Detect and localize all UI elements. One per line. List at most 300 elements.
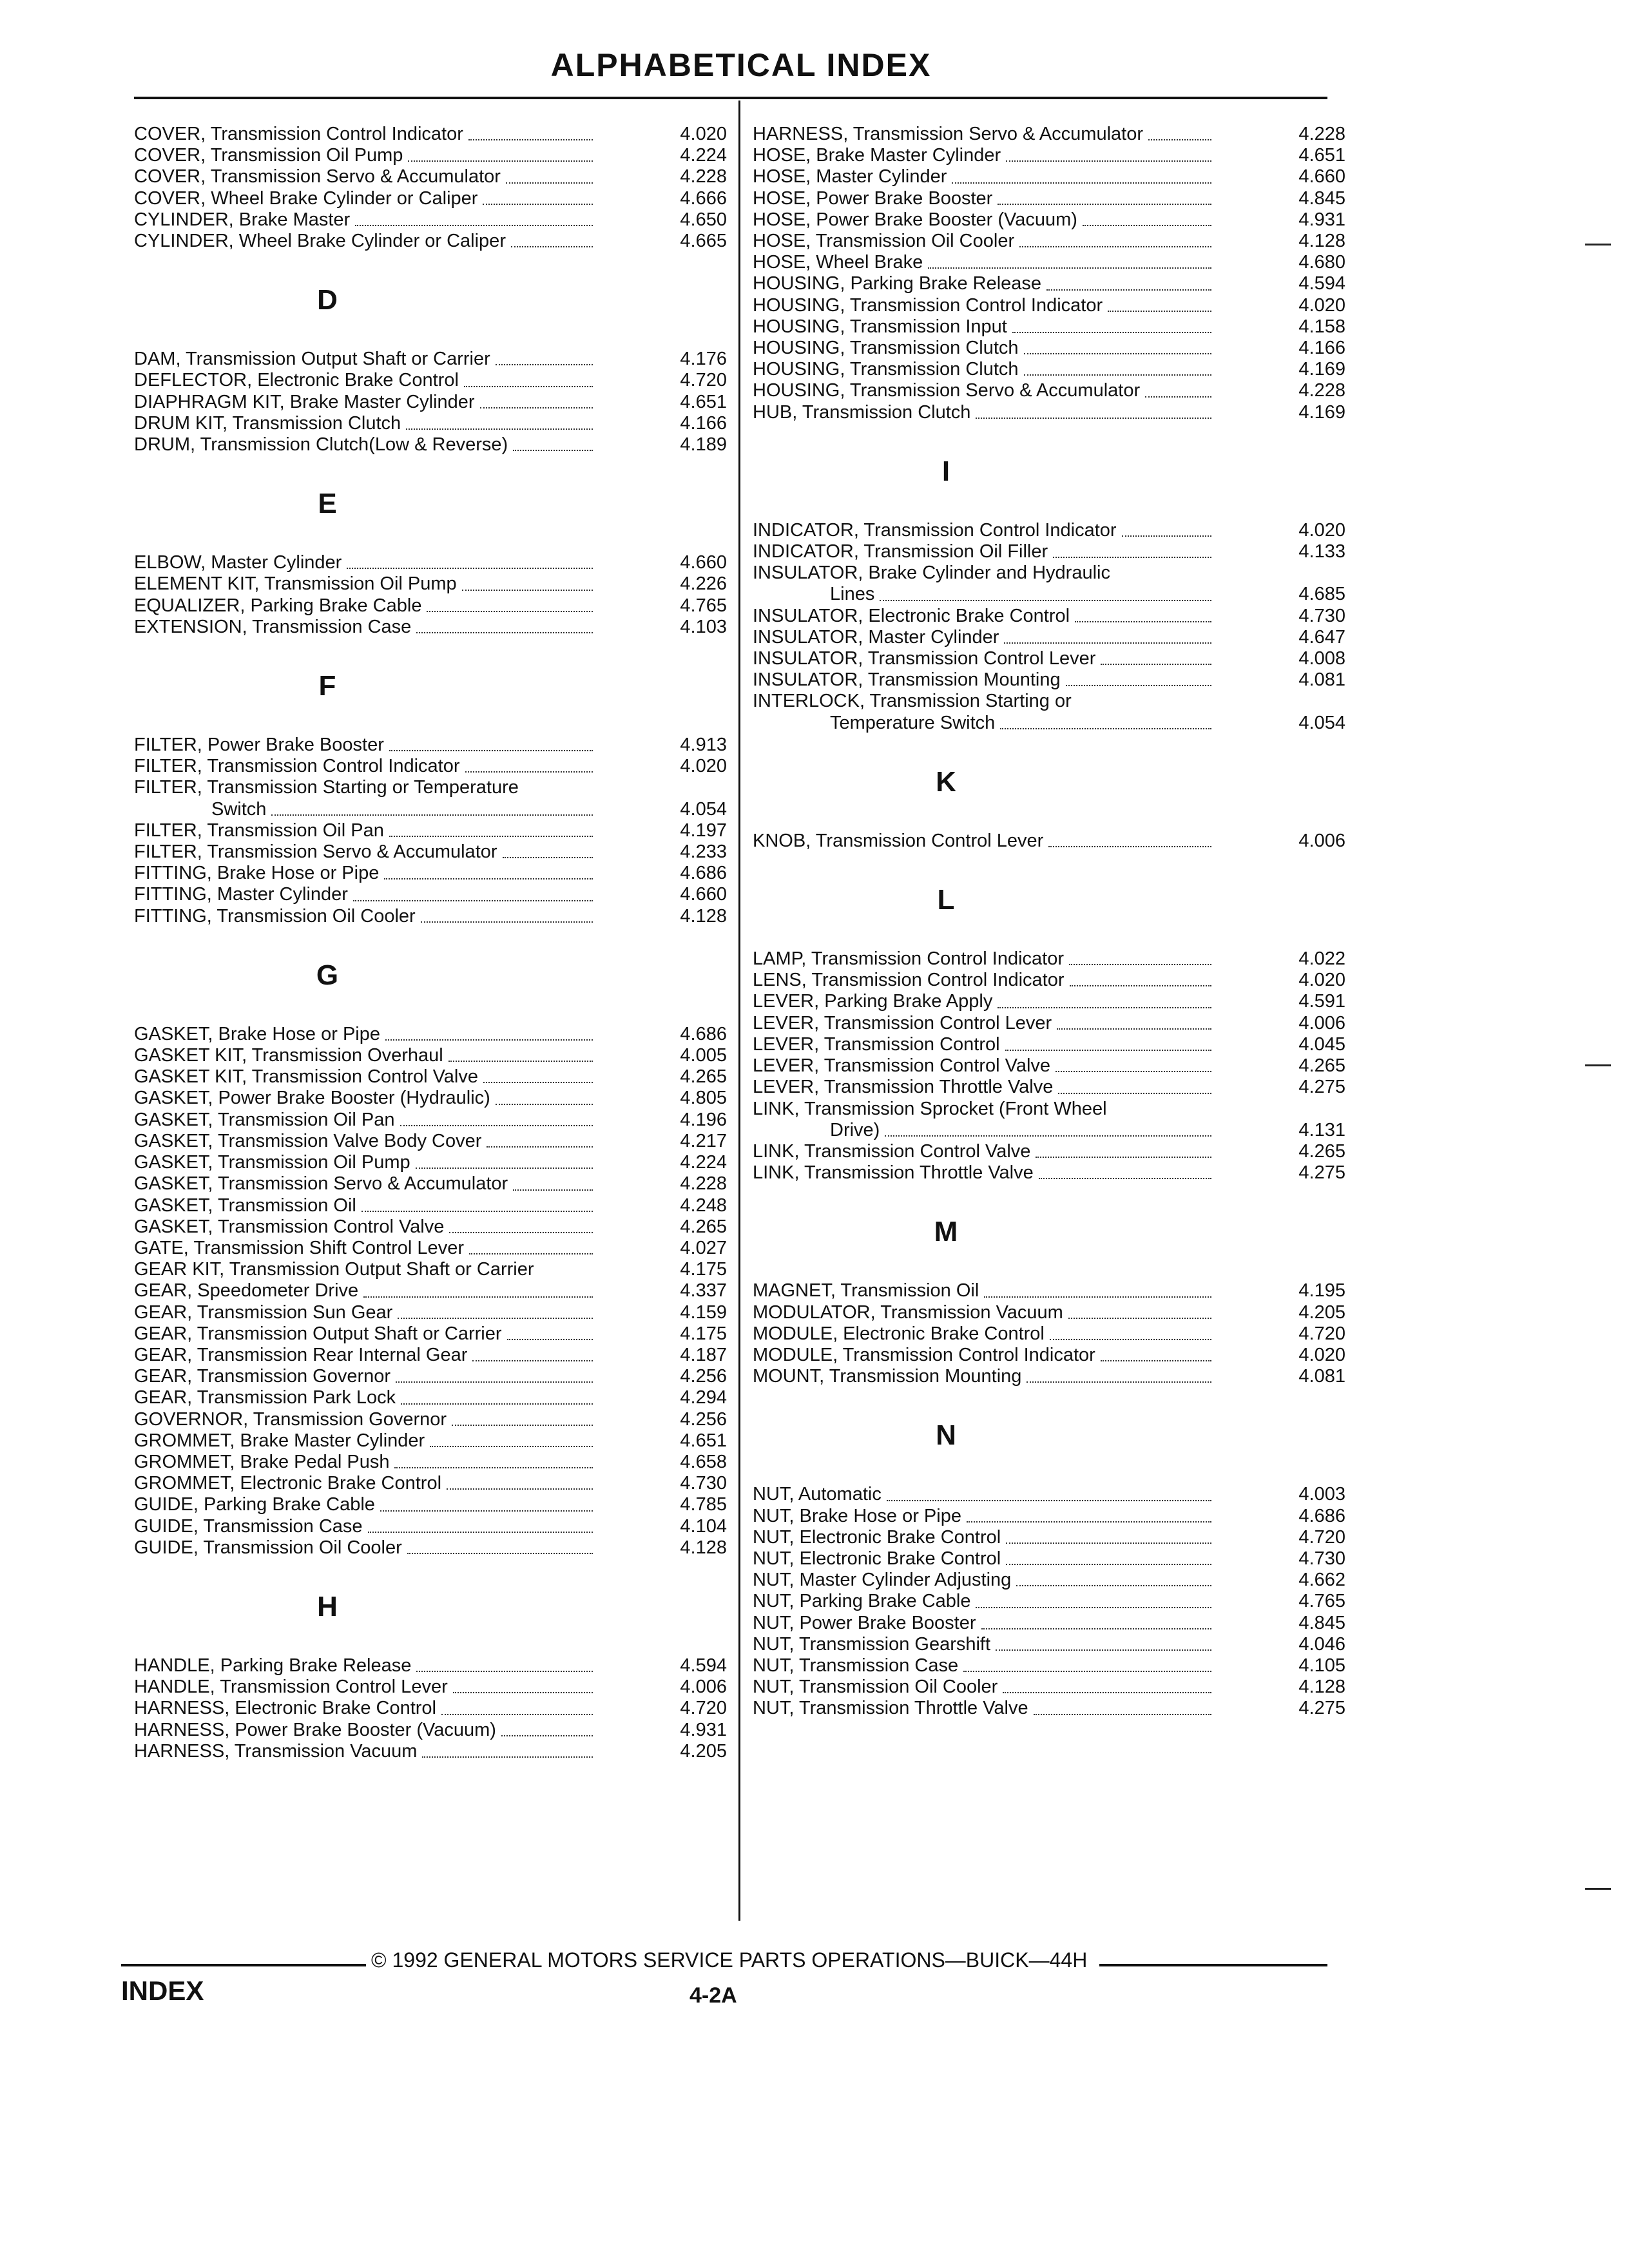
index-entry bbox=[134, 1409, 727, 1430]
index-entry bbox=[134, 1238, 727, 1259]
entry-name: COVER, Transmission Oil Pump bbox=[134, 145, 403, 166]
entry-page-ref: 4.651 bbox=[680, 391, 727, 412]
entry-page-ref: 4.008 bbox=[1298, 648, 1345, 669]
dot-leader bbox=[385, 1024, 593, 1041]
dot-leader bbox=[271, 799, 593, 816]
dot-leader bbox=[1034, 1698, 1211, 1715]
dot-leader bbox=[1048, 831, 1211, 847]
dot-leader bbox=[880, 584, 1211, 601]
entry-name: GEAR, Speedometer Drive bbox=[134, 1280, 359, 1302]
left-index-column bbox=[134, 124, 727, 1762]
dot-leader bbox=[1024, 359, 1211, 376]
entry-name: LEVER, Parking Brake Apply bbox=[753, 991, 993, 1012]
index-entry bbox=[134, 231, 727, 252]
index-section bbox=[134, 638, 727, 927]
entry-page-ref: 4.158 bbox=[1298, 316, 1345, 337]
entry-page-ref: 4.006 bbox=[1298, 1012, 1345, 1033]
entry-name: NUT, Automatic bbox=[753, 1484, 882, 1505]
index-entry bbox=[134, 1280, 727, 1302]
index-entry bbox=[753, 1527, 1345, 1548]
dot-leader bbox=[503, 841, 593, 858]
entry-name: COVER, Wheel Brake Cylinder or Caliper bbox=[134, 187, 478, 209]
index-entry bbox=[753, 1323, 1345, 1345]
dot-leader bbox=[355, 209, 593, 226]
entry-page-ref: 4.224 bbox=[680, 145, 727, 166]
entry-name: GUIDE, Transmission Oil Cooler bbox=[134, 1537, 402, 1558]
dot-leader bbox=[976, 1591, 1211, 1608]
entry-name: DRUM, Transmission Clutch(Low & Reverse) bbox=[134, 434, 508, 456]
index-entry bbox=[753, 1345, 1345, 1366]
section-letter: I bbox=[941, 455, 950, 487]
section-letter: D bbox=[317, 284, 338, 316]
index-section bbox=[753, 734, 1345, 852]
index-entry-continuation bbox=[753, 713, 1345, 734]
dot-leader bbox=[1145, 380, 1211, 397]
entry-name: HOSE, Power Brake Booster (Vacuum) bbox=[753, 209, 1077, 230]
entry-page-ref: 4.205 bbox=[1298, 1302, 1345, 1323]
dot-leader bbox=[430, 1430, 593, 1447]
entry-page-ref: 4.685 bbox=[1298, 584, 1345, 605]
index-entry bbox=[134, 1366, 727, 1387]
entry-name: HUB, Transmission Clutch bbox=[753, 401, 971, 423]
entry-page-ref: 4.265 bbox=[680, 1216, 727, 1237]
right-index-column bbox=[753, 124, 1345, 1720]
index-entry bbox=[134, 1131, 727, 1152]
entry-name: ELBOW, Master Cylinder bbox=[134, 552, 342, 573]
entry-name: CYLINDER, Brake Master bbox=[134, 209, 351, 230]
index-entry bbox=[134, 1494, 727, 1515]
index-entry bbox=[753, 1634, 1345, 1655]
index-entry bbox=[753, 1591, 1345, 1612]
margin-mark bbox=[1585, 1064, 1611, 1066]
dot-leader bbox=[513, 434, 593, 451]
index-entry bbox=[753, 648, 1345, 669]
index-entry bbox=[134, 188, 727, 209]
entry-page-ref: 4.128 bbox=[680, 1537, 727, 1558]
footer-section-label: INDEX bbox=[121, 1975, 204, 2006]
index-entry bbox=[753, 295, 1345, 316]
dot-leader bbox=[406, 413, 593, 430]
entry-page-ref: 4.720 bbox=[1298, 1526, 1345, 1548]
footer-page-number: 4-2A bbox=[689, 1983, 737, 2008]
entry-name: LAMP, Transmission Control Indicator bbox=[753, 948, 1065, 970]
index-entry bbox=[753, 1613, 1345, 1634]
dot-leader bbox=[1148, 124, 1211, 140]
entry-page-ref: 4.665 bbox=[680, 231, 727, 252]
entry-page-ref: 4.594 bbox=[1298, 273, 1345, 294]
entry-name: GASKET, Transmission Oil bbox=[134, 1195, 356, 1216]
entry-name-continuation: Temperature Switch bbox=[830, 712, 996, 733]
index-entry bbox=[753, 1484, 1345, 1505]
entry-page-ref: 4.248 bbox=[680, 1195, 727, 1216]
dot-leader bbox=[887, 1484, 1211, 1501]
index-entry bbox=[753, 1099, 1345, 1120]
entry-name: GROMMET, Brake Master Cylinder bbox=[134, 1430, 425, 1451]
dot-leader bbox=[1058, 1077, 1211, 1093]
dot-leader bbox=[389, 820, 593, 837]
dot-leader bbox=[483, 188, 593, 205]
entry-name: DRUM KIT, Transmission Clutch bbox=[134, 412, 401, 434]
entry-page-ref: 4.275 bbox=[1298, 1077, 1345, 1098]
entry-page-ref: 4.647 bbox=[1298, 626, 1345, 648]
entry-name: HOUSING, Transmission Clutch bbox=[753, 359, 1019, 380]
index-entry bbox=[753, 166, 1345, 187]
index-entry bbox=[134, 1430, 727, 1452]
entry-page-ref: 4.104 bbox=[680, 1515, 727, 1537]
entry-name: NUT, Parking Brake Cable bbox=[753, 1591, 971, 1612]
entry-page-ref: 4.658 bbox=[680, 1451, 727, 1472]
entry-page-ref: 4.054 bbox=[1298, 712, 1345, 733]
entry-name: LENS, Transmission Control Indicator bbox=[753, 970, 1065, 991]
entry-name: HOUSING, Transmission Clutch bbox=[753, 338, 1019, 359]
entry-page-ref: 4.159 bbox=[680, 1302, 727, 1323]
dot-leader bbox=[963, 1655, 1211, 1672]
entry-page-ref: 4.686 bbox=[680, 1023, 727, 1044]
entry-name: INDICATOR, Transmission Control Indicator bbox=[753, 519, 1117, 541]
index-section bbox=[753, 1387, 1345, 1719]
entry-name: CYLINDER, Wheel Brake Cylinder or Caliper bbox=[134, 231, 506, 252]
entry-page-ref: 4.195 bbox=[1298, 1280, 1345, 1302]
entry-name: HANDLE, Transmission Control Lever bbox=[134, 1677, 448, 1698]
dot-leader bbox=[1027, 1366, 1211, 1383]
index-entry bbox=[134, 1259, 727, 1280]
section-letter: M bbox=[934, 1216, 958, 1248]
title-rule bbox=[134, 97, 1327, 99]
entry-page-ref: 4.720 bbox=[680, 1698, 727, 1719]
entry-name: HANDLE, Parking Brake Release bbox=[134, 1655, 412, 1676]
entry-name: LINK, Transmission Sprocket (Front Wheel bbox=[753, 1098, 1107, 1119]
index-entry bbox=[134, 617, 727, 638]
section-letter: N bbox=[936, 1419, 956, 1452]
index-entry bbox=[134, 1473, 727, 1494]
entry-page-ref: 4.931 bbox=[680, 1719, 727, 1740]
entry-name: GASKET, Transmission Control Valve bbox=[134, 1216, 445, 1237]
dot-leader bbox=[353, 884, 593, 901]
entry-page-ref: 4.046 bbox=[1298, 1633, 1345, 1655]
entry-page-ref: 4.720 bbox=[1298, 1323, 1345, 1344]
entry-name: FILTER, Transmission Control Indicator bbox=[134, 756, 460, 777]
index-entry bbox=[753, 273, 1345, 294]
entry-page-ref: 4.020 bbox=[1298, 294, 1345, 316]
entry-page-ref: 4.913 bbox=[680, 735, 727, 756]
index-entry bbox=[134, 1655, 727, 1677]
entry-page-ref: 4.020 bbox=[1298, 519, 1345, 541]
dot-leader bbox=[1000, 713, 1211, 729]
dot-leader bbox=[347, 552, 593, 569]
index-entry bbox=[134, 1677, 727, 1698]
entry-name: COVER, Transmission Control Indicator bbox=[134, 124, 463, 144]
entry-name: HOUSING, Transmission Servo & Accumulator bbox=[753, 380, 1141, 401]
dot-leader bbox=[401, 1387, 593, 1404]
index-entry bbox=[753, 541, 1345, 562]
dot-leader bbox=[1101, 648, 1211, 665]
dot-leader bbox=[1122, 520, 1211, 537]
entry-page-ref: 4.020 bbox=[1298, 970, 1345, 991]
index-entry-continuation bbox=[134, 799, 727, 820]
entry-name: GEAR, Transmission Rear Internal Gear bbox=[134, 1344, 468, 1365]
entry-name: GASKET, Brake Hose or Pipe bbox=[134, 1023, 380, 1044]
entry-name: NUT, Transmission Oil Cooler bbox=[753, 1677, 998, 1698]
entry-page-ref: 4.650 bbox=[680, 209, 727, 230]
dot-leader bbox=[361, 1195, 593, 1212]
entry-page-ref: 4.660 bbox=[1298, 166, 1345, 187]
dot-leader bbox=[928, 252, 1211, 269]
entry-name: LEVER, Transmission Control Lever bbox=[753, 1012, 1052, 1033]
entry-page-ref: 4.020 bbox=[680, 756, 727, 777]
entry-page-ref: 4.128 bbox=[680, 905, 727, 927]
index-entry bbox=[753, 359, 1345, 380]
entry-name: KNOB, Transmission Control Lever bbox=[753, 830, 1044, 851]
entry-page-ref: 4.256 bbox=[680, 1408, 727, 1430]
index-section bbox=[134, 124, 727, 252]
footer-rule-left bbox=[121, 1964, 366, 1966]
dot-leader bbox=[976, 402, 1211, 419]
index-entry bbox=[134, 1088, 727, 1109]
dot-leader bbox=[1006, 1527, 1211, 1544]
index-entry bbox=[134, 392, 727, 413]
entry-name: NUT, Power Brake Booster bbox=[753, 1612, 976, 1633]
index-section bbox=[134, 456, 727, 638]
section-letter: K bbox=[936, 765, 956, 798]
page-title: ALPHABETICAL INDEX bbox=[550, 47, 932, 83]
index-entry bbox=[134, 863, 727, 884]
index-entry bbox=[753, 627, 1345, 648]
section-letter: L bbox=[937, 884, 955, 916]
entry-page-ref: 4.166 bbox=[1298, 338, 1345, 359]
entry-name-continuation: Switch bbox=[211, 798, 267, 820]
dot-leader bbox=[1068, 1302, 1211, 1319]
entry-page-ref: 4.005 bbox=[680, 1045, 727, 1066]
entry-page-ref: 4.020 bbox=[680, 124, 727, 144]
dot-leader bbox=[1003, 1677, 1211, 1693]
dot-leader bbox=[400, 1110, 593, 1126]
dot-leader bbox=[421, 906, 593, 923]
dot-leader bbox=[967, 1506, 1211, 1523]
index-entry bbox=[753, 1570, 1345, 1591]
index-entry bbox=[134, 145, 727, 166]
dot-leader bbox=[1101, 1345, 1211, 1361]
index-entry bbox=[134, 1387, 727, 1408]
index-entry bbox=[753, 1655, 1345, 1677]
index-entry bbox=[134, 820, 727, 841]
index-entry bbox=[753, 1141, 1345, 1162]
entry-name: COVER, Transmission Servo & Accumulator bbox=[134, 166, 501, 187]
entry-name: HOSE, Master Cylinder bbox=[753, 166, 947, 187]
dot-leader bbox=[1019, 231, 1211, 247]
index-entry bbox=[753, 520, 1345, 541]
entry-page-ref: 4.027 bbox=[680, 1237, 727, 1258]
index-section bbox=[753, 852, 1345, 1184]
entry-name: MOUNT, Transmission Mounting bbox=[753, 1366, 1022, 1387]
dot-leader bbox=[452, 1409, 593, 1426]
dot-leader bbox=[1036, 1141, 1211, 1158]
index-entry bbox=[134, 413, 727, 434]
dot-leader bbox=[448, 1045, 593, 1062]
dot-leader bbox=[462, 573, 593, 590]
entry-page-ref: 4.666 bbox=[680, 187, 727, 209]
index-entry bbox=[134, 370, 727, 391]
index-entry bbox=[753, 1366, 1345, 1387]
index-entry bbox=[134, 756, 727, 777]
entry-name: GASKET KIT, Transmission Overhaul bbox=[134, 1045, 443, 1066]
section-letter: G bbox=[316, 959, 339, 991]
index-entry bbox=[753, 188, 1345, 209]
entry-page-ref: 4.169 bbox=[1298, 401, 1345, 423]
index-entry bbox=[134, 1216, 727, 1238]
index-section bbox=[753, 423, 1345, 734]
index-section bbox=[134, 927, 727, 1559]
entry-name: INTERLOCK, Transmission Starting or bbox=[753, 691, 1072, 712]
entry-name: FILTER, Transmission Servo & Accumulator bbox=[134, 841, 497, 863]
dot-leader bbox=[422, 1741, 593, 1758]
entry-name: DEFLECTOR, Electronic Brake Control bbox=[134, 370, 459, 391]
entry-page-ref: 4.003 bbox=[1298, 1484, 1345, 1505]
entry-name: DAM, Transmission Output Shaft or Carrier bbox=[134, 349, 490, 370]
dot-leader bbox=[363, 1280, 593, 1297]
dot-leader bbox=[416, 1152, 593, 1169]
index-entry bbox=[134, 573, 727, 595]
entry-name: EQUALIZER, Parking Brake Cable bbox=[134, 595, 422, 616]
dot-leader bbox=[1039, 1162, 1211, 1179]
dot-leader bbox=[416, 1655, 593, 1672]
index-entry bbox=[134, 1066, 727, 1088]
index-entry bbox=[134, 1152, 727, 1173]
dot-leader bbox=[511, 231, 593, 247]
entry-name: HARNESS, Electronic Brake Control bbox=[134, 1698, 436, 1719]
entry-name: LEVER, Transmission Control bbox=[753, 1033, 1000, 1055]
index-entry bbox=[753, 1677, 1345, 1698]
dot-leader bbox=[496, 1088, 593, 1104]
entry-name: NUT, Brake Hose or Pipe bbox=[753, 1505, 961, 1526]
dot-leader bbox=[1024, 338, 1211, 354]
index-entry bbox=[753, 606, 1345, 627]
entry-name: DIAPHRAGM KIT, Brake Master Cylinder bbox=[134, 391, 475, 412]
entry-page-ref: 4.730 bbox=[680, 1473, 727, 1494]
dot-leader bbox=[469, 1238, 593, 1254]
index-entry bbox=[134, 1323, 727, 1345]
entry-page-ref: 4.045 bbox=[1298, 1033, 1345, 1055]
index-entry bbox=[753, 124, 1345, 145]
entry-page-ref: 4.686 bbox=[680, 863, 727, 884]
entry-name: NUT, Master Cylinder Adjusting bbox=[753, 1570, 1012, 1591]
index-entry bbox=[753, 316, 1345, 338]
entry-page-ref: 4.720 bbox=[680, 370, 727, 391]
dot-leader bbox=[449, 1216, 593, 1233]
entry-page-ref: 4.265 bbox=[1298, 1140, 1345, 1162]
entry-page-ref: 4.166 bbox=[680, 412, 727, 434]
dot-leader bbox=[507, 1323, 593, 1340]
entry-name: GEAR, Transmission Output Shaft or Carrier bbox=[134, 1323, 502, 1344]
entry-name: GEAR, Transmission Governor bbox=[134, 1366, 391, 1387]
section-letter: F bbox=[318, 670, 336, 702]
dot-leader bbox=[1070, 970, 1211, 986]
entry-page-ref: 4.662 bbox=[1298, 1570, 1345, 1591]
entry-name: HOSE, Transmission Oil Cooler bbox=[753, 231, 1015, 252]
index-entry bbox=[134, 1741, 727, 1762]
entry-name: HARNESS, Transmission Vacuum bbox=[134, 1740, 418, 1762]
entry-page-ref: 4.176 bbox=[680, 349, 727, 370]
entry-name: GASKET, Transmission Valve Body Cover bbox=[134, 1130, 482, 1151]
entry-page-ref: 4.785 bbox=[680, 1494, 727, 1515]
entry-page-ref: 4.054 bbox=[680, 798, 727, 820]
index-entry bbox=[134, 552, 727, 573]
index-entry bbox=[753, 1013, 1345, 1034]
entry-page-ref: 4.175 bbox=[680, 1323, 727, 1344]
dot-leader bbox=[408, 145, 593, 162]
entry-name: GUIDE, Transmission Case bbox=[134, 1515, 363, 1537]
dot-leader bbox=[407, 1537, 593, 1554]
index-entry bbox=[134, 1452, 727, 1473]
entry-page-ref: 4.228 bbox=[1298, 380, 1345, 401]
index-entry bbox=[753, 145, 1345, 166]
index-entry bbox=[753, 209, 1345, 231]
entry-name: GEAR, Transmission Sun Gear bbox=[134, 1302, 393, 1323]
entry-name: LEVER, Transmission Throttle Valve bbox=[753, 1077, 1054, 1098]
index-section bbox=[134, 1559, 727, 1762]
entry-name: GOVERNOR, Transmission Governor bbox=[134, 1408, 447, 1430]
entry-name: GASKET KIT, Transmission Control Valve bbox=[134, 1066, 479, 1088]
entry-name: HOSE, Wheel Brake bbox=[753, 252, 923, 273]
entry-page-ref: 4.217 bbox=[680, 1130, 727, 1151]
entry-name: INSULATOR, Master Cylinder bbox=[753, 626, 999, 648]
index-entry bbox=[753, 1162, 1345, 1184]
dot-leader bbox=[981, 1613, 1211, 1629]
entry-name: INSULATOR, Brake Cylinder and Hydraulic bbox=[753, 562, 1110, 584]
dot-leader bbox=[398, 1302, 593, 1319]
entry-name: GASKET, Power Brake Booster (Hydraulic) bbox=[134, 1088, 490, 1109]
entry-name: NUT, Electronic Brake Control bbox=[753, 1526, 1001, 1548]
index-entry bbox=[134, 1720, 727, 1741]
dot-leader bbox=[1004, 627, 1211, 644]
entry-page-ref: 4.020 bbox=[1298, 1344, 1345, 1365]
index-entry-continuation bbox=[753, 584, 1345, 605]
entry-page-ref: 4.175 bbox=[680, 1259, 727, 1280]
entry-name: LINK, Transmission Control Valve bbox=[753, 1140, 1031, 1162]
entry-page-ref: 4.022 bbox=[1298, 948, 1345, 970]
dot-leader bbox=[1066, 669, 1211, 686]
entry-page-ref: 4.730 bbox=[1298, 1548, 1345, 1569]
entry-name: GROMMET, Electronic Brake Control bbox=[134, 1473, 442, 1494]
entry-page-ref: 4.256 bbox=[680, 1366, 727, 1387]
dot-leader bbox=[506, 166, 593, 183]
index-entry bbox=[753, 1077, 1345, 1098]
entry-name: HOUSING, Parking Brake Release bbox=[753, 273, 1042, 294]
entry-name: MODULE, Electronic Brake Control bbox=[753, 1323, 1045, 1344]
entry-name: ELEMENT KIT, Transmission Oil Pump bbox=[134, 573, 457, 595]
section-letter: H bbox=[317, 1590, 338, 1622]
entry-page-ref: 4.651 bbox=[680, 1430, 727, 1451]
entry-page-ref: 4.081 bbox=[1298, 1366, 1345, 1387]
entry-name: FITTING, Brake Hose or Pipe bbox=[134, 863, 380, 884]
index-entry bbox=[134, 349, 727, 370]
entry-page-ref: 4.131 bbox=[1298, 1119, 1345, 1140]
entry-name: HARNESS, Power Brake Booster (Vacuum) bbox=[134, 1719, 496, 1740]
entry-page-ref: 4.275 bbox=[1298, 1698, 1345, 1719]
index-entry bbox=[753, 948, 1345, 970]
index-entry bbox=[134, 595, 727, 617]
section-letter: E bbox=[318, 488, 337, 520]
entry-name: GEAR KIT, Transmission Output Shaft or Carrier bbox=[134, 1259, 534, 1280]
index-entry bbox=[134, 1024, 727, 1045]
dot-leader bbox=[368, 1516, 593, 1533]
dot-leader bbox=[380, 1494, 593, 1511]
margin-mark bbox=[1585, 244, 1611, 245]
entry-name: FILTER, Power Brake Booster bbox=[134, 735, 384, 756]
index-entry bbox=[134, 1516, 727, 1537]
entry-page-ref: 4.765 bbox=[1298, 1591, 1345, 1612]
entry-name: GROMMET, Brake Pedal Push bbox=[134, 1451, 390, 1472]
entry-name: NUT, Transmission Case bbox=[753, 1655, 959, 1676]
